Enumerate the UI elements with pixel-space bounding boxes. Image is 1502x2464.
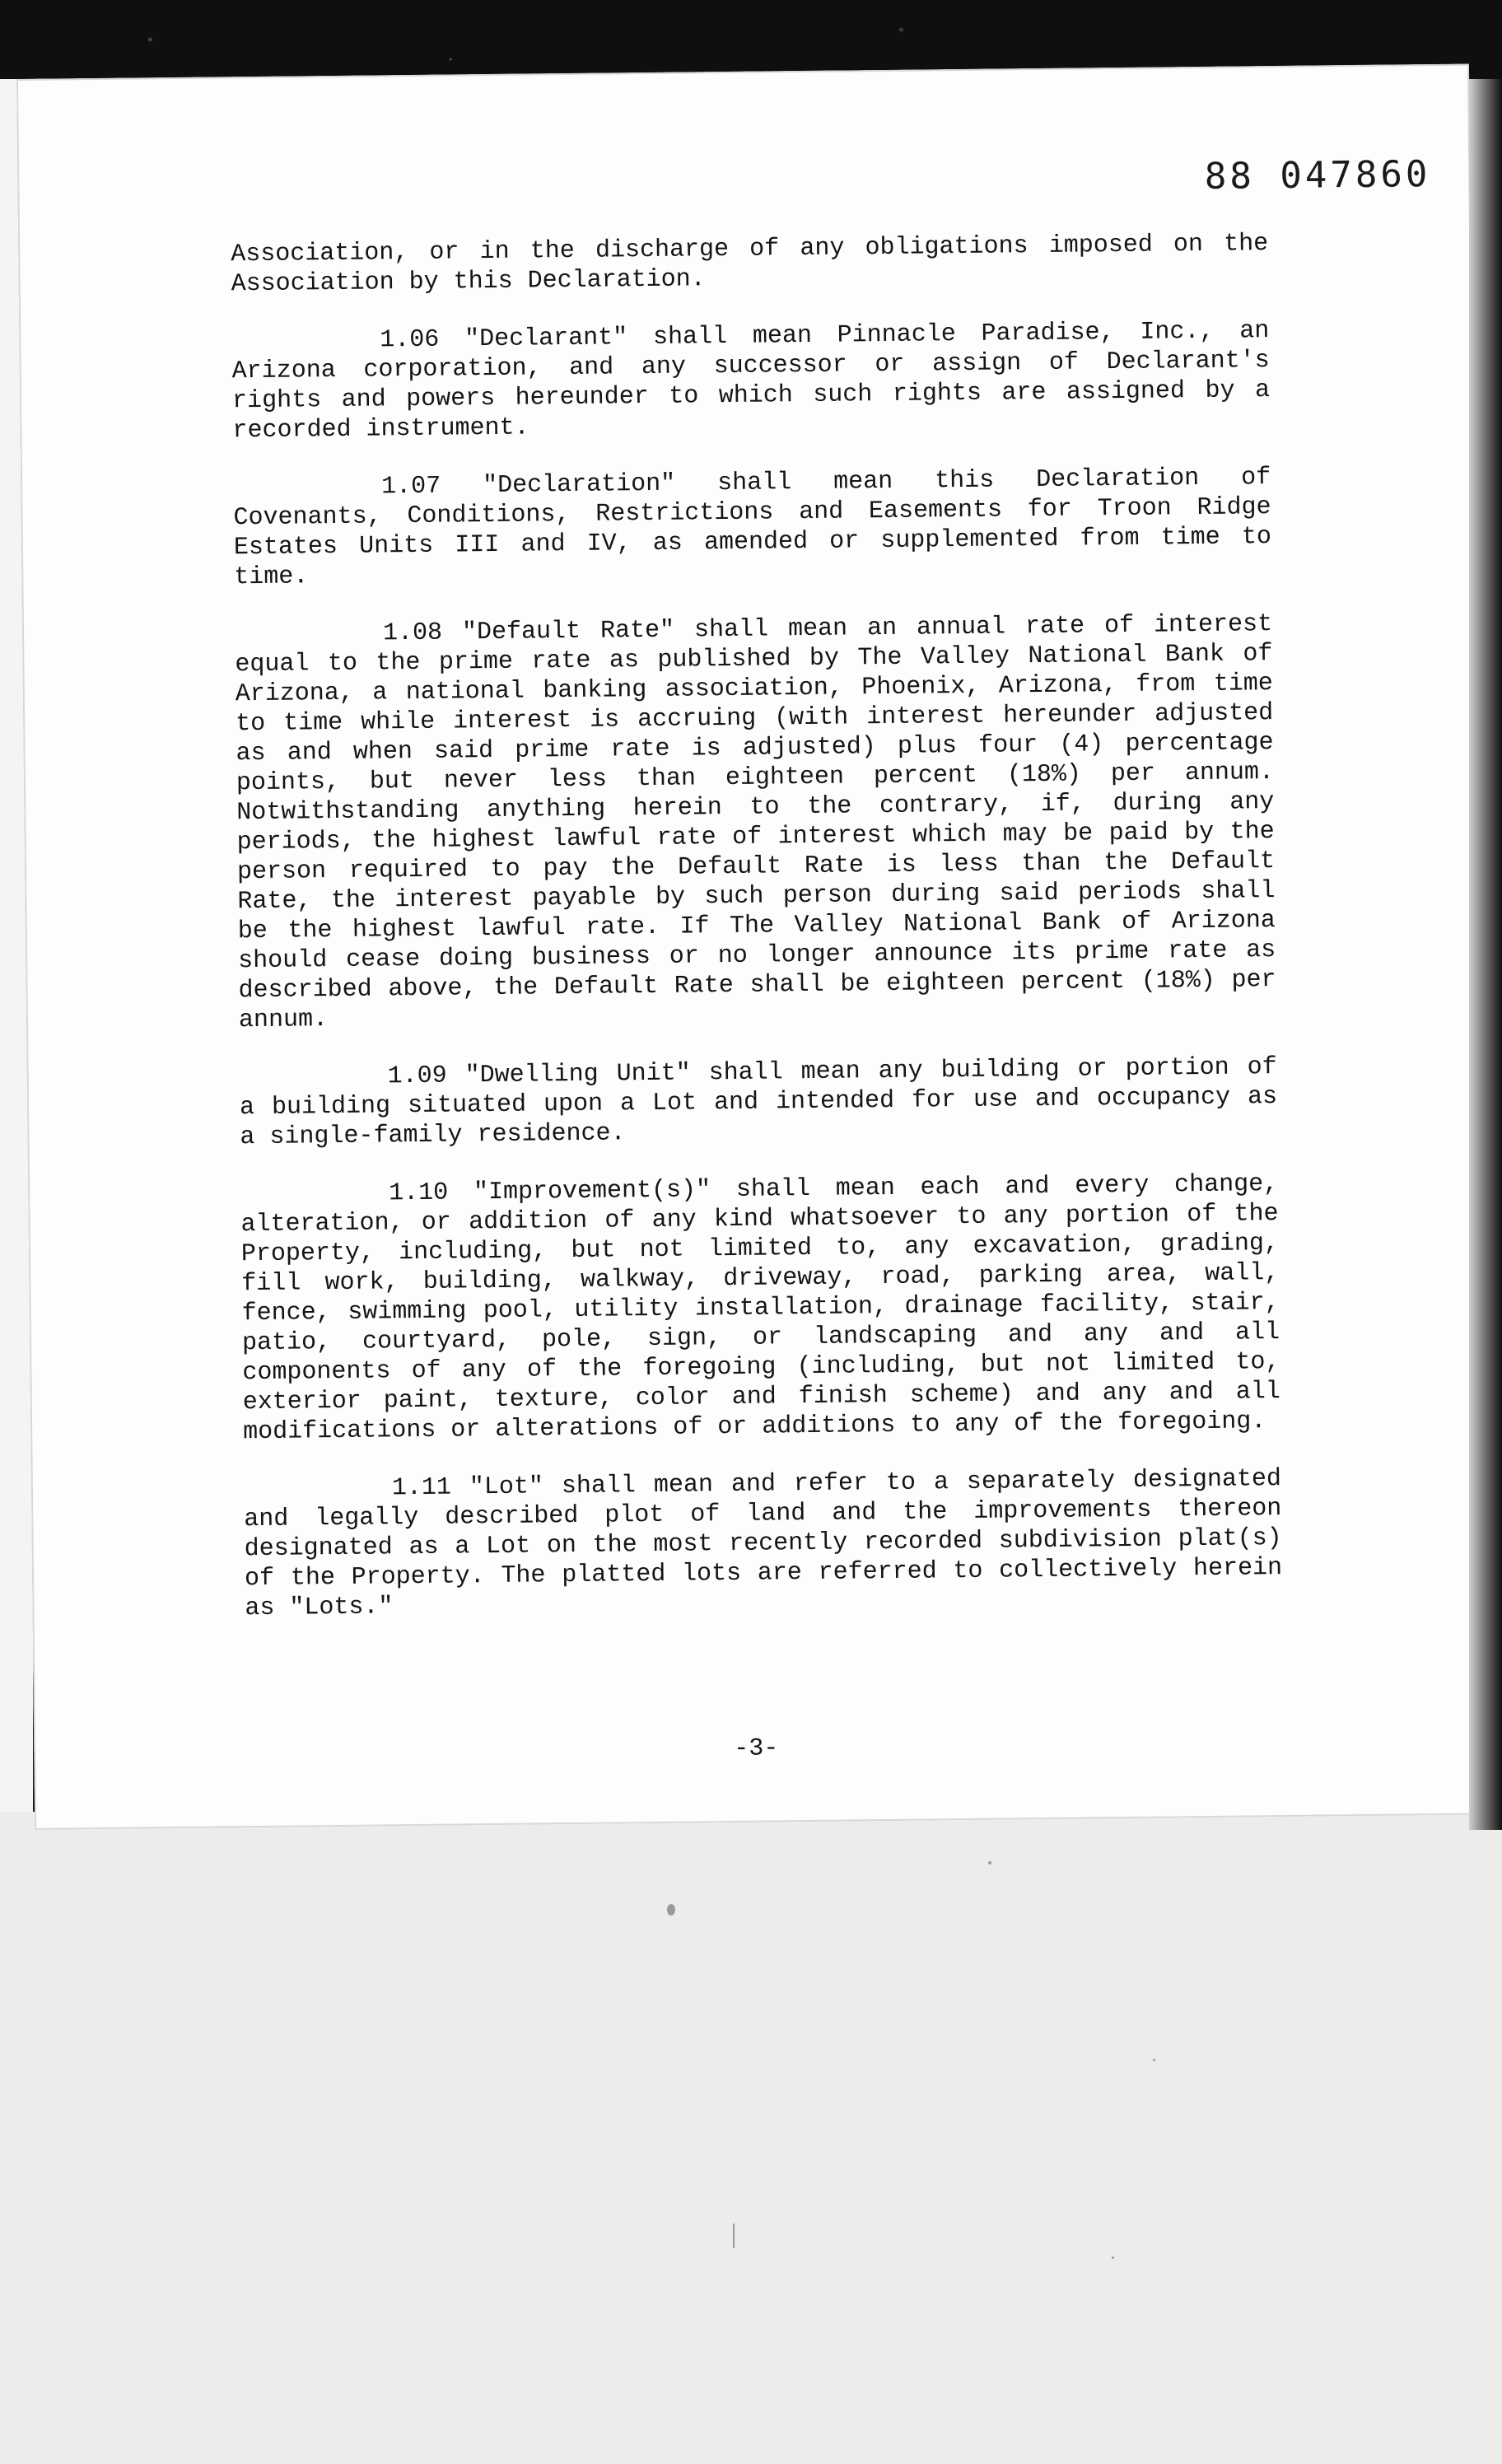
- scanner-border-right: [1469, 79, 1502, 1830]
- paragraph-1-09-dwelling-unit: 1.09 "Dwelling Unit" shall mean any building or portion of a building situated upon a Lot and intended for use and occupancy as a single-family residence.: [239, 1053, 1278, 1152]
- document-number: 88 047860: [1204, 153, 1431, 198]
- paragraph-continuation: Association, or in the discharge of any obligations imposed on the Association by this Declaration.: [231, 230, 1269, 299]
- paragraph-1-08-default-rate: 1.08 "Default Rate" shall mean an annual rate of interest equal to the prime rate as published by The Valley National Bank of Arizona, a national banking association, Phoenix, Arizona, from time to time while interest is accruing (with interest hereunder adjusted as and when said prime rate is adjusted) plus four (4) percentage points, but never less than eighteen percent (18%) per annum. Notwithstanding anything herein to the contrary, if, during any periods, the highest lawful rate of interest which may be paid by the person required to pay the Default Rate is less than the Default Rate, the interest payable by such person during said periods shall be the highest lawful rate. If The Valley National Bank of Arizona should cease doing business or no longer announce its prime rate as described above, the Default Rate shall be eighteen percent (18%) per annum.: [235, 610, 1276, 1035]
- paragraph-1-10-improvements: 1.10 "Improvement(s)" shall mean each and every change, alteration, or addition of any kind whatsoever to any portion of the Property, including, but not limited to, any excavation, grading, fill work, building, walkway, driveway, road, parking area, wall, fence, swimming pool, utility installation, drainage facility, stair, patio, courtyard, pole, sign, or landscaping and any and all components of any of the foregoing (including, but not limited to, exterior paint, texture, color and finish scheme) and any and all modifications or alterations of or additions to any of the foregoing.: [240, 1170, 1280, 1447]
- paragraph-1-06-declarant: 1.06 "Declarant" shall mean Pinnacle Paradise, Inc., an Arizona corporation, and any successor or assign of Declarant's rights and powers hereunder to which such rights are assigned by a recorded instrument.: [231, 317, 1271, 446]
- blank-lower-area: [0, 1812, 1502, 2464]
- paragraph-1-07-declaration: 1.07 "Declaration" shall mean this Declaration of Covenants, Conditions, Restrictions and Easements for Troon Ridge Estates Units III and IV, as amended or supplemented from time to time.: [233, 464, 1272, 592]
- paragraph-1-11-lot: 1.11 "Lot" shall mean and refer to a separately designated and legally described plot of land and the improvements thereon designated as a Lot on the most recently recorded subdivision plat(s) of the Property. The platted lots are referred to collectively herein as "Lots.": [244, 1465, 1283, 1623]
- document-page: [16, 64, 1487, 1830]
- page-number: -3-: [734, 1734, 779, 1763]
- document-body: [231, 229, 1283, 1651]
